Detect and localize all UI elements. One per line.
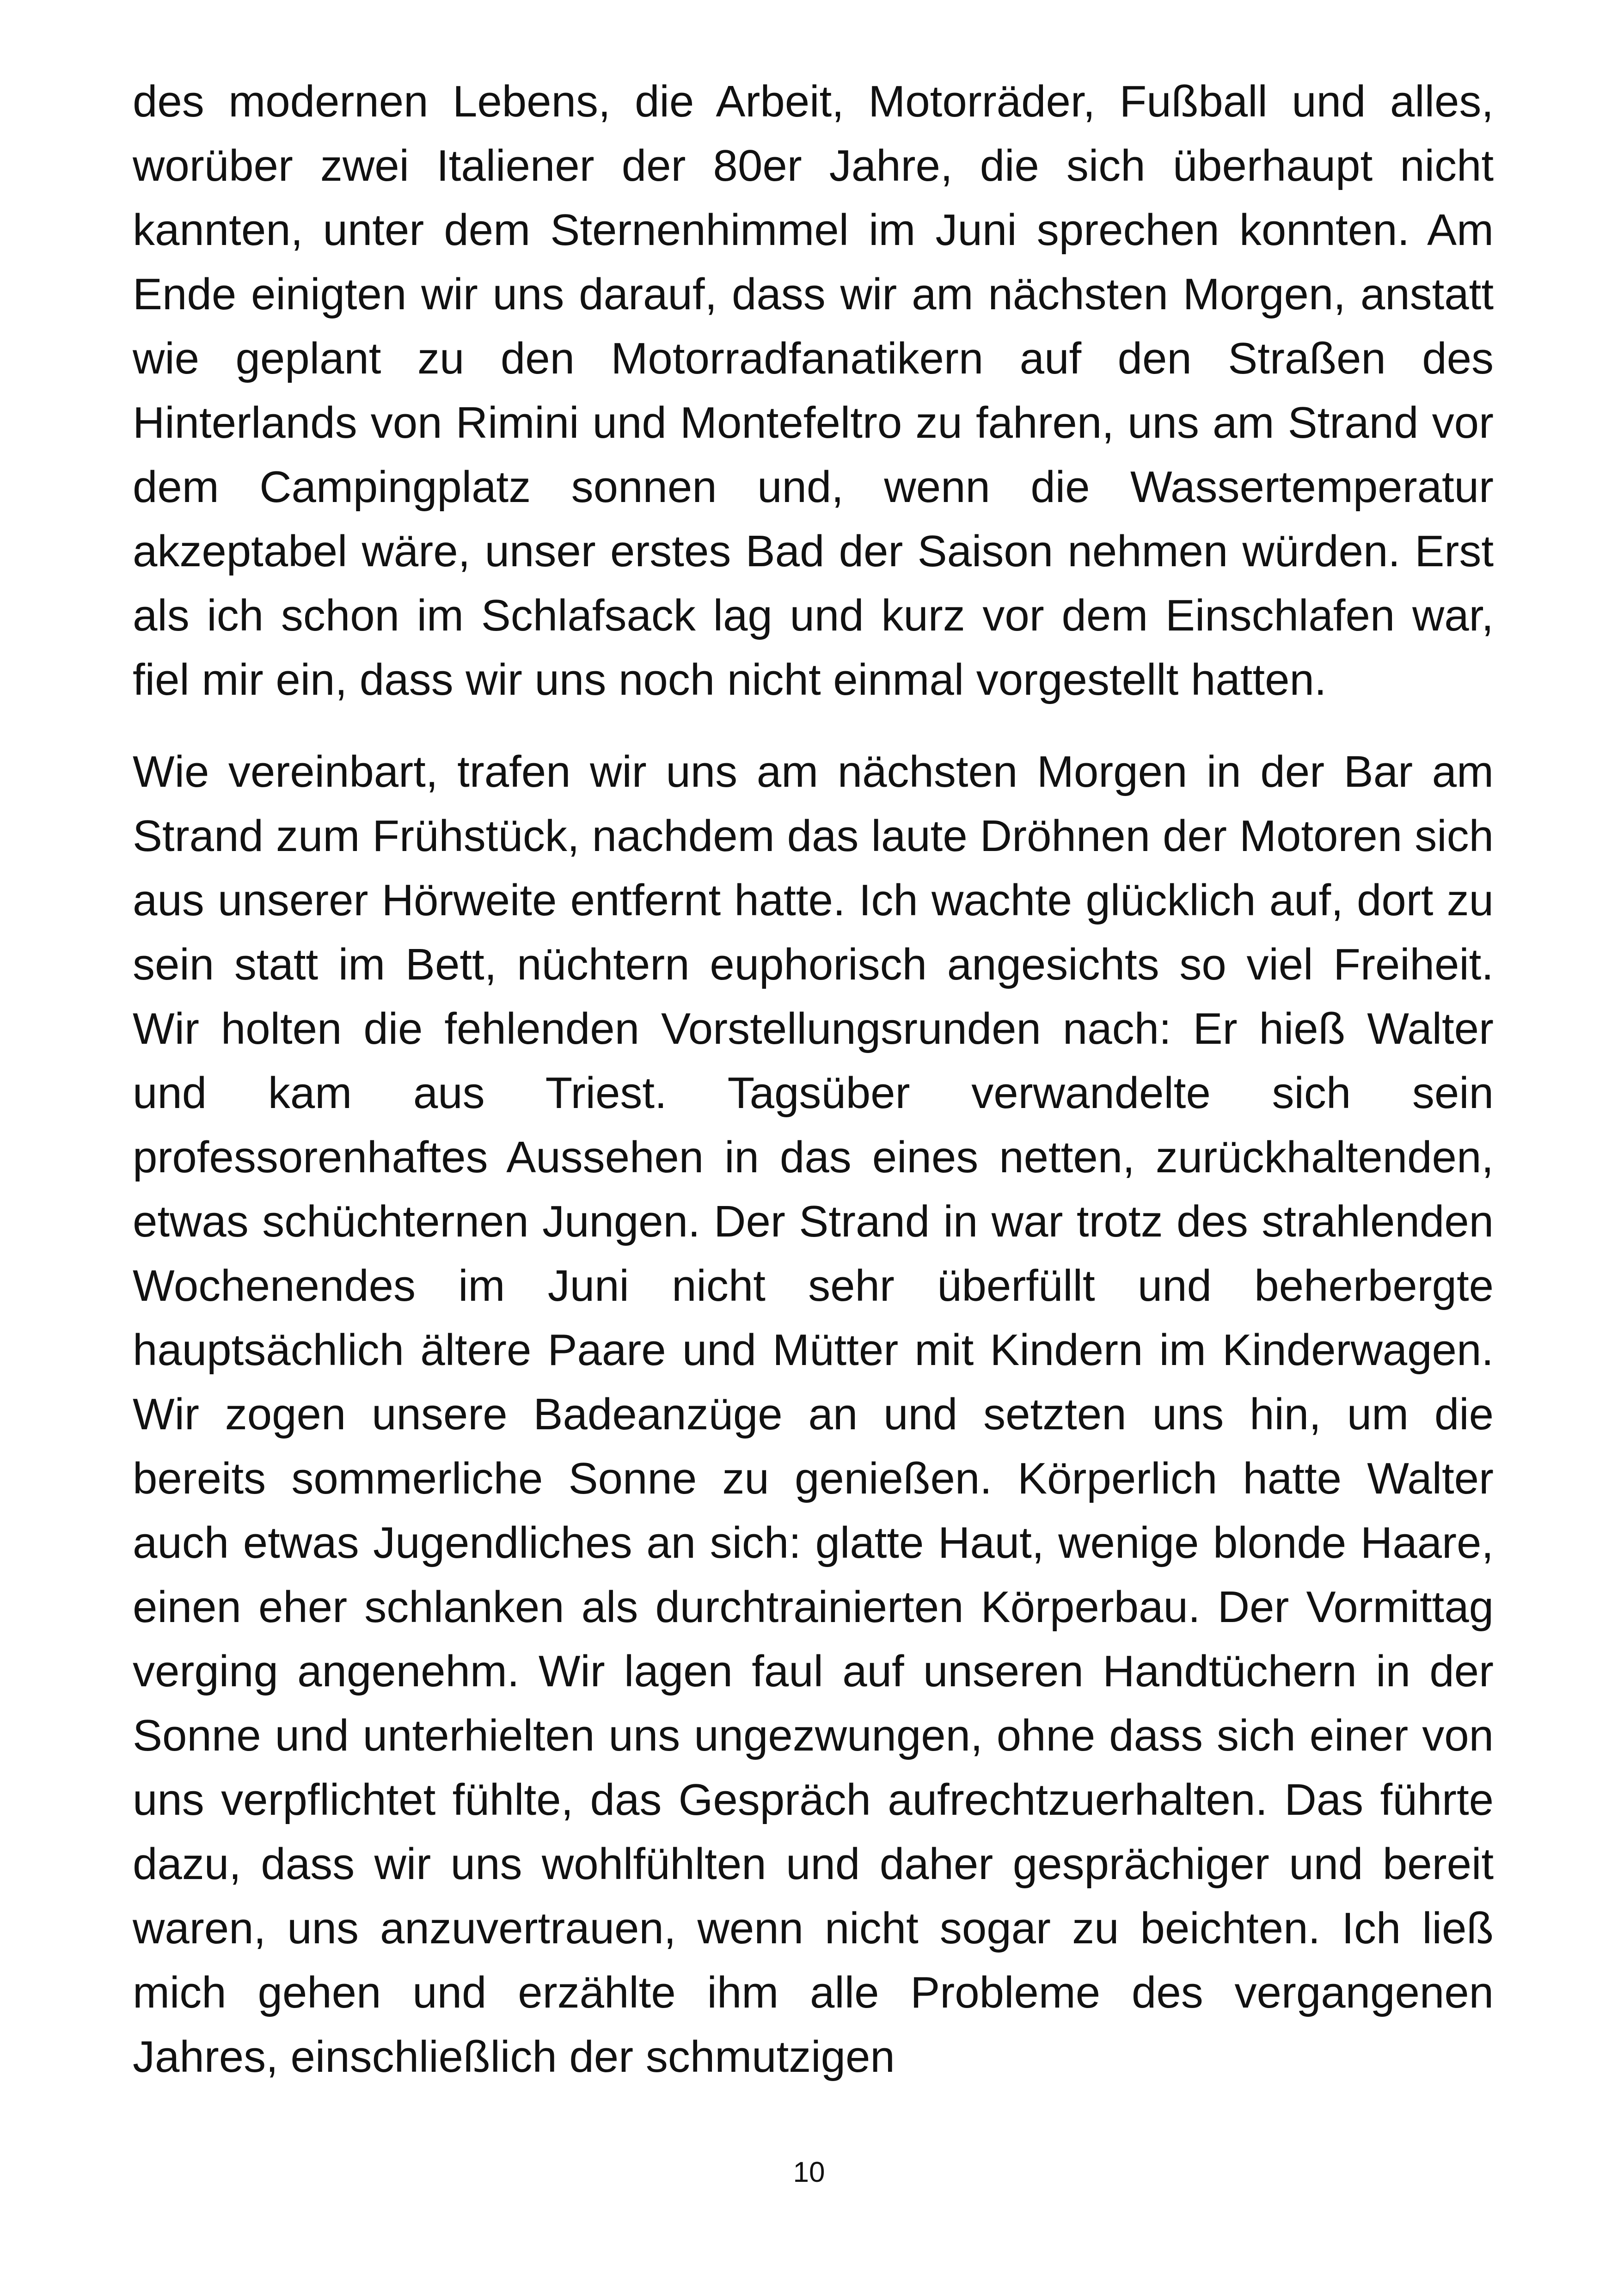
- page-number: 10: [793, 2156, 825, 2188]
- paragraph-1: des modernen Lebens, die Arbeit, Motorräder, Fußball und alles, worüber zwei Italiener der 80er Jahre, die sich überhaupt nicht kannten, unter dem Sternenhimmel im Juni sprechen konnten. Am Ende einigten wir uns darauf, dass wir am nächsten Morgen, anstatt wie geplant zu den Motorradfanatikern auf den Straßen des Hinterlands von Rimini und Montefeltro zu fahren, uns am Strand vor dem Campingplatz sonnen und, wenn die Wassertemperatur akzeptabel wäre, unser erstes Bad der Saison nehmen würden. Erst als ich schon im Schlafsack lag und kurz vor dem Einschlafen war, fiel mir ein, dass wir uns noch nicht einmal vorgestellt hatten.: [133, 77, 1494, 704]
- paragraph-2: Wie vereinbart, trafen wir uns am nächsten Morgen in der Bar am Strand zum Frühstück, nachdem das laute Dröhnen der Motoren sich aus unserer Hörweite entfernt hatte. Ich wachte glücklich auf, dort zu sein statt im Bett, nüchtern euphorisch angesichts so viel Freiheit. Wir holten die fehlenden Vorstellungsrunden nach: Er hieß Walter und kam aus Triest. Tagsüber verwandelte sich sein professorenhaftes Aussehen in das eines netten, zurückhaltenden, etwas schüchternen Jungen. Der Strand in war trotz des strahlenden Wochenendes im Juni nicht sehr überfüllt und beherbergte hauptsächlich ältere Paare und Mütter mit Kindern im Kinderwagen. Wir zogen unsere Badeanzüge an und setzten uns hin, um die bereits sommerliche Sonne zu genießen. Körperlich hatte Walter auch etwas Jugendliches an sich: glatte Haut, wenige blonde Haare, einen eher schlanken als durchtrainierten Körperbau. Der Vormittag verging angenehm. Wir lagen faul auf unseren Handtüchern in der Sonne und unterhielten uns ungezwungen, ohne dass sich einer von uns verpflichtet fühlte, das Gespräch aufrechtzuerhalten. Das führte dazu, dass wir uns wohlfühlten und daher gesprächiger und bereit waren, uns anzuvertrauen, wenn nicht sogar zu beichten. Ich ließ mich gehen und erzählte ihm alle Probleme des vergangenen Jahres, einschließlich der schmutzigen: [133, 747, 1494, 2082]
- body-text: [133, 69, 1494, 2089]
